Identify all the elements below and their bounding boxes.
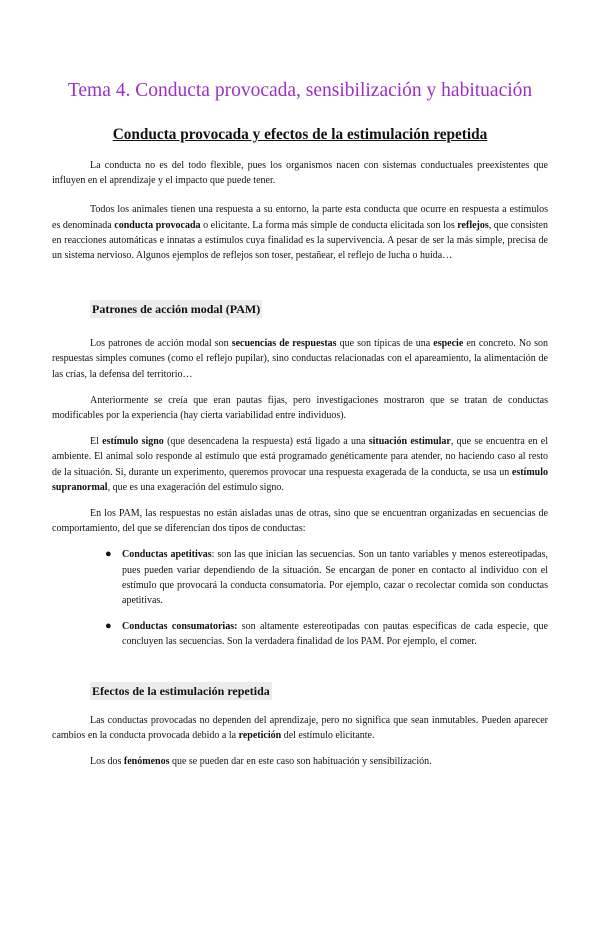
- text-span: El: [90, 436, 103, 448]
- list-item: [105, 547, 548, 608]
- term-conducta-provocada: conducta provocada: [114, 219, 201, 231]
- subheading-pam-text: Patrones de acción modal (PAM): [92, 302, 261, 317]
- pam-paragraph-4: En los PAM, las respuestas no están aisladas unas de otras, sino que se encuentran organizadas en secuencias de comportamiento, del que se diferencian dos tipos de conductas:: [52, 508, 548, 535]
- bullet-icon: ●: [105, 620, 112, 633]
- text-span: en concreto. No son respuestas simples comunes (como el reflejo pupilar), sino conductas relacionadas con el apareamiento, la alimentación de las crías, la defensa del territorio…: [52, 338, 549, 380]
- list-item-text: son altamente estereotipadas con pautas específicas de cada especie, que concluyen las secuencias. Son la verdadera finalidad de los PAM. Por ejemplo, el comer.: [122, 621, 548, 648]
- section-heading: Conducta provocada y efectos de la estimulación repetida: [112, 126, 488, 143]
- term-situacion-estimular: situación estimular: [368, 436, 451, 448]
- term-secuencias-de-respuestas: secuencias de respuestas: [231, 338, 337, 350]
- text-span: Todos los animales tienen una respuesta a su entorno, la parte esta conducta que ocurre en respuesta a estímulos es denominada: [52, 204, 548, 231]
- term-estimulo-supranormal: estímulo supranormal: [52, 466, 548, 493]
- text-span: Los dos: [90, 756, 124, 768]
- term-conductas-apetitivas: Conductas apetitivas: [122, 549, 212, 561]
- text-span: o elicitante. La forma más simple de conducta elicitada son los: [200, 219, 458, 231]
- term-estimulo-signo: estímulo signo: [102, 436, 164, 448]
- list-item-text: : son las que inician las secuencias. Son un tanto variables y menos estereotipadas, pues pueden variar dependiendo de la situación. Se encargan de poner en contacto al individuo con el estímulo que provocará la conducta consumatoria. Por ejemplo, cazar o recolectar comida son conductas apetitivas.: [122, 549, 548, 607]
- text-span: , que consisten en reacciones automáticas e innatas a estímulos cuya finalidad es la supervivencia. A pesar de ser la más simple, precisa de un sistema nervioso. Algunos ejemplos de reflejos son toser, pestañear, el reflejo de lucha o huida…: [52, 219, 548, 262]
- list-item: [105, 619, 548, 649]
- text-span: (que desencadena la respuesta) está ligado a una: [163, 436, 369, 448]
- term-repeticion: repetición: [238, 729, 282, 741]
- text-span: del estímulo elicitante.: [281, 729, 375, 741]
- pam-paragraph-3: [52, 434, 548, 495]
- efectos-paragraph-1: [52, 713, 548, 743]
- text-span: que son típicas de una: [336, 338, 434, 350]
- subheading-efectos-text: Efectos de la estimulación repetida: [92, 683, 270, 698]
- bullet-icon: ●: [105, 548, 112, 561]
- pam-paragraph-1: [52, 336, 548, 382]
- page-title: Tema 4. Conducta provocada, sensibilización y habituación: [67, 80, 533, 101]
- text-span: Las conductas provocadas no dependen del aprendizaje, pero no significa que sean inmutables. Pueden aparecer cambios en la conducta provocada debido a la: [52, 714, 548, 741]
- term-especie: especie: [433, 338, 464, 350]
- term-conductas-consumatorias: Conductas consumatorias:: [122, 621, 238, 633]
- term-reflejos: reflejos: [457, 219, 489, 231]
- efectos-paragraph-2: [52, 754, 548, 769]
- intro-paragraph-1: La conducta no es del todo flexible, pues los organismos nacen con sistemas conductuales preexistentes que influyen en el aprendizaje y el impacto que puede tener.: [52, 160, 548, 187]
- subheading-pam: [52, 302, 548, 317]
- text-span: que se pueden dar en este caso son habituación y sensibilización.: [169, 756, 432, 768]
- subheading-efectos: [52, 684, 548, 699]
- pam-paragraph-2: Anteriormente se creía que eran pautas fijas, pero investigaciones mostraron que se tratan de conductas modificables por la experiencia (hay cierta variabilidad entre individuos).: [52, 394, 548, 422]
- term-fenomenos: fenómenos: [123, 756, 170, 768]
- intro-paragraph-2: [52, 202, 548, 263]
- pam-bullet-list: [52, 547, 548, 649]
- text-span: , que se encuentra en el ambiente. El animal solo responde al estímulo que está programado genéticamente para atender, no haciendo caso al resto de la situación. Si, durante un experimento, queremos provocar una respuesta exagerada de la conducta, se usa un: [52, 436, 549, 478]
- text-span: Los patrones de acción modal son: [90, 338, 232, 350]
- text-span: , que es una exageración del estímulo signo.: [107, 481, 284, 493]
- document-page: [0, 80, 600, 928]
